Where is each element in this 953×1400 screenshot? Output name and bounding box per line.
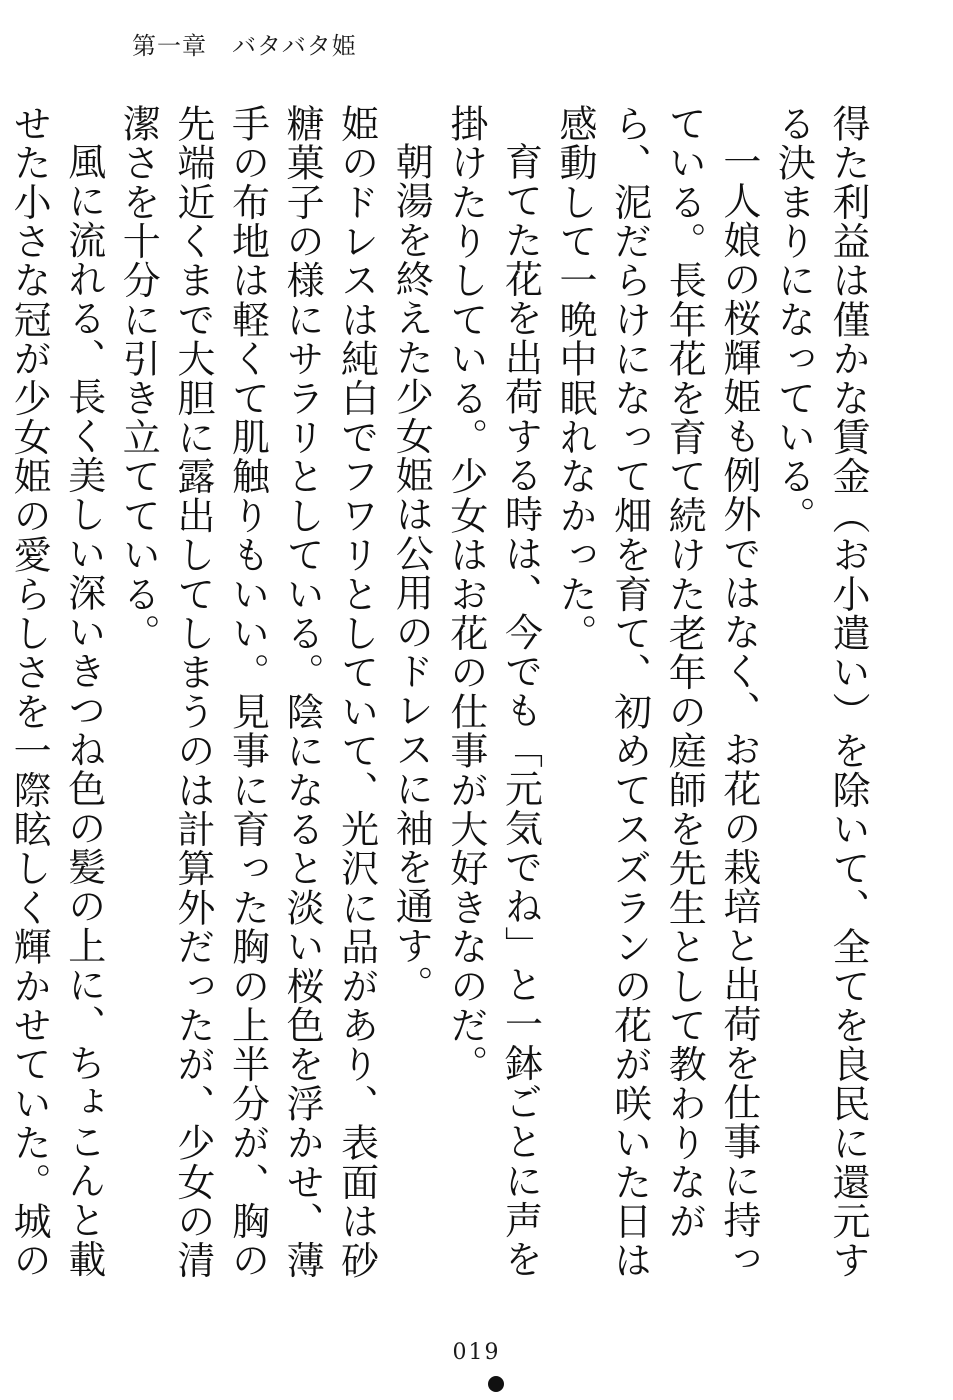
paragraph: 一人娘の桜輝姫も例外ではなく、お花の栽培と出荷を仕事に持っている。長年花を育て続けた老年の庭師を先生として教わりながら、泥だらけになって畑を育て、初めてスズランの花が咲いた日は感動して一晩中眠れなかった。 bbox=[553, 104, 761, 1280]
paragraph: 姫のドレスは純白でフワリとしていて、光沢に品があり、表面は砂糖菓子の様にサラリとしている。陰になると淡い桜色を浮かせ、薄手の布地は軽くて肌触りもいい。見事に育った胸の上半分が、胸の先端近くまで大胆に露出してしまうのは計算外だったが、少女の清潔さを十分に引き立てている。 bbox=[116, 104, 379, 1280]
paragraph: 朝湯を終えた少女姫は公用のドレスに袖を通す。 bbox=[389, 142, 434, 1005]
running-header: 第一章 バタバタ姫 bbox=[132, 32, 357, 60]
folio-dot-ornament bbox=[488, 1376, 504, 1392]
body-text bbox=[7, 104, 875, 1294]
paragraph: 育てた花を出荷する時は、今でも「元気でね」と一鉢ごとに声を掛けたりしている。少女はお花の仕事が大好きなのだ。 bbox=[443, 104, 543, 1279]
paragraph-continuation: 得た利益は僅かな賃金（お小遣い）を除いて、全てを良民に還元する決まりになっている。 bbox=[771, 104, 870, 1280]
page-number: 019 bbox=[452, 1340, 501, 1365]
paragraph: 風に流れる、長く美しい深いきつね色の髪の上に、ちょこんと載せた小さな冠が少女姫の愛らしさを一際眩しく輝かせていた。城の bbox=[7, 104, 106, 1280]
